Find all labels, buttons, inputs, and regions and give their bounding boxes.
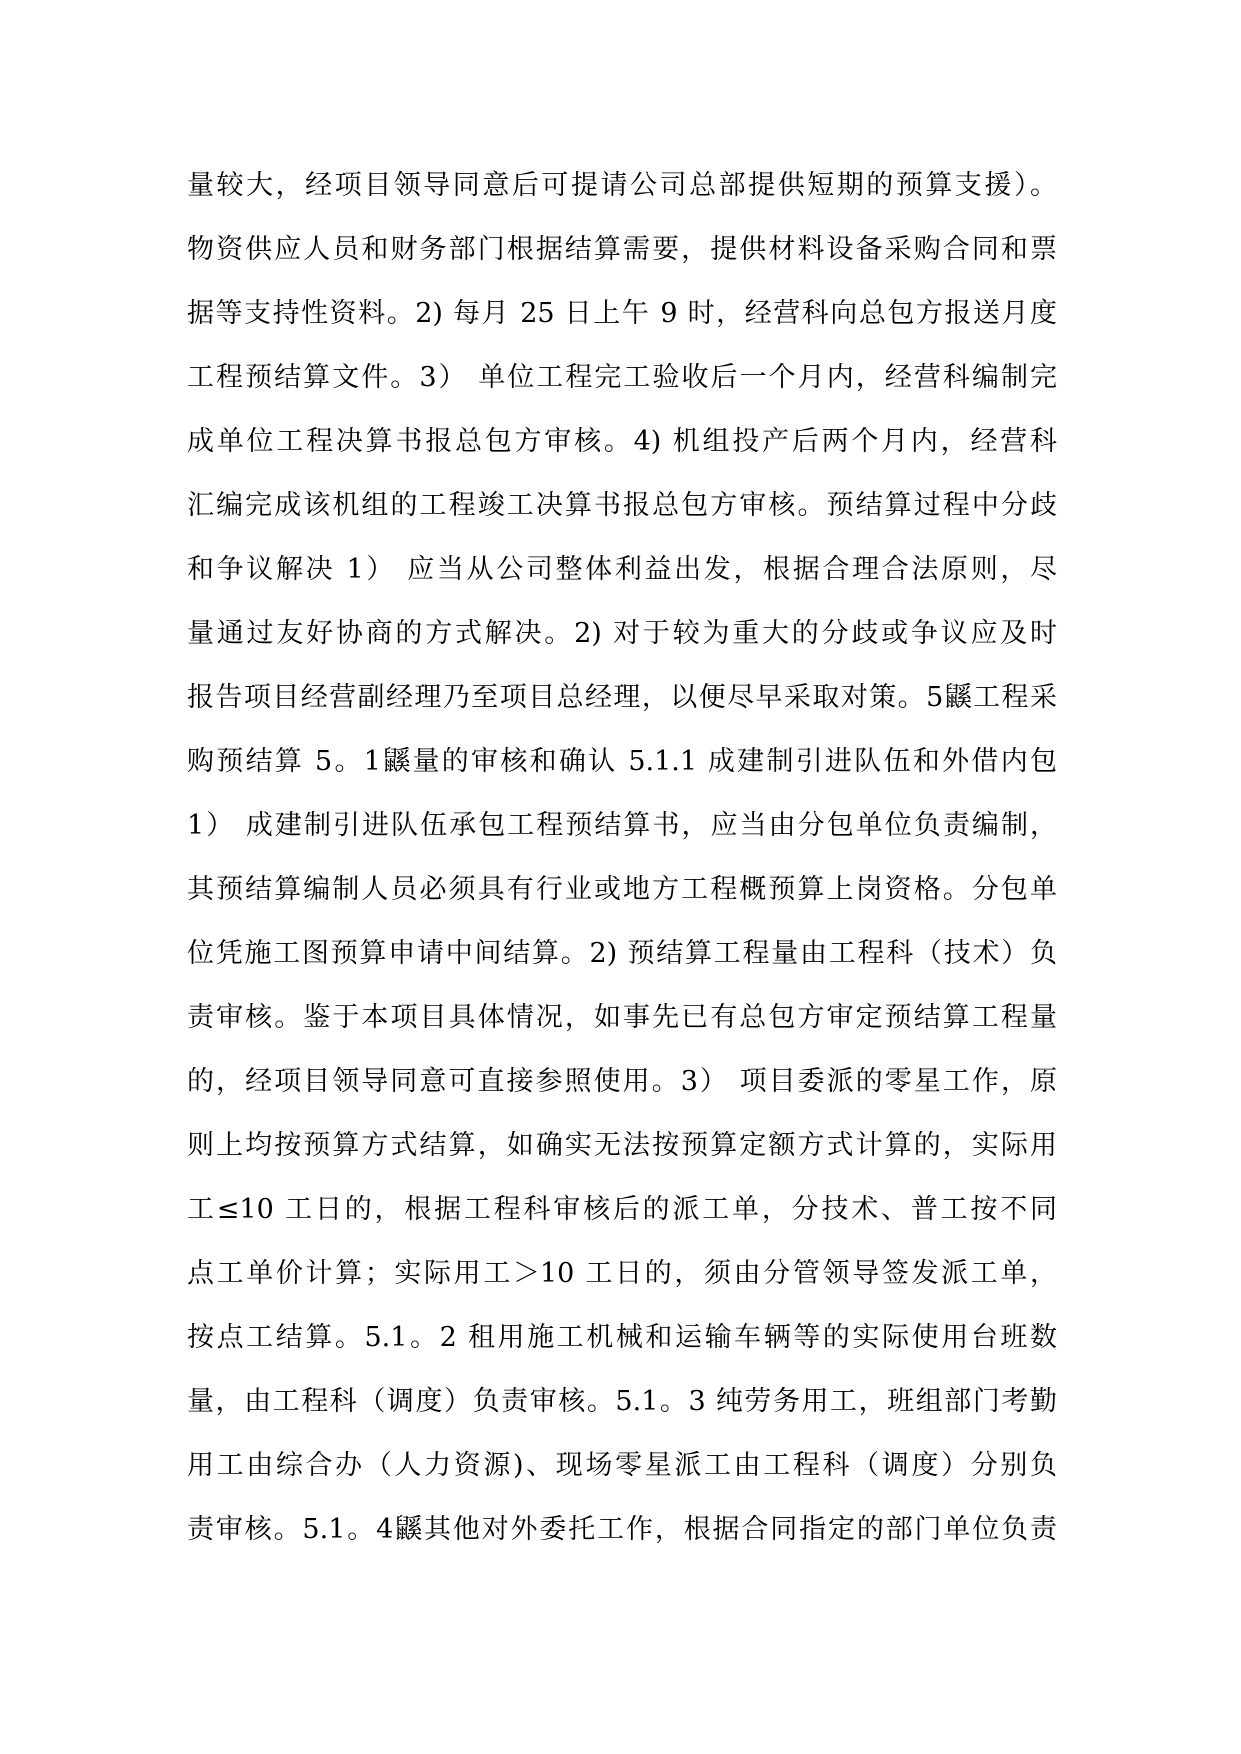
text-line: 工≤10 工日的，根据工程科审核后的派工单，分技术、普工按不同 (187, 1194, 1057, 1225)
text-line: 责审核。5.1。4鼷其他对外委托工作，根据合同指定的部门单位负责 (187, 1514, 1057, 1545)
text-line: 的，经项目领导同意可直接参照使用。3） 项目委派的零星工作，原 (187, 1066, 1057, 1097)
text-line: 位凭施工图预算申请中间结算。2) 预结算工程量由工程科（技术）负 (187, 938, 1057, 969)
text-line: 其预结算编制人员必须具有行业或地方工程概预算上岗资格。分包单 (187, 874, 1057, 905)
text-line: 和争议解决 1） 应当从公司整体利益出发，根据合理合法原则，尽 (187, 554, 1057, 585)
body-text (187, 154, 1057, 1562)
text-line: 汇编完成该机组的工程竣工决算书报总包方审核。预结算过程中分歧 (187, 490, 1057, 521)
text-line: 用工由综合办（人力资源)、现场零星派工由工程科（调度）分别负 (187, 1450, 1057, 1481)
text-line: 1） 成建制引进队伍承包工程预结算书，应当由分包单位负责编制， (187, 810, 1057, 841)
text-line: 工程预结算文件。3） 单位工程完工验收后一个月内，经营科编制完 (187, 362, 1057, 393)
text-line: 则上均按预算方式结算，如确实无法按预算定额方式计算的，实际用 (187, 1130, 1057, 1161)
text-line: 量较大，经项目领导同意后可提请公司总部提供短期的预算支援）。 (187, 170, 1057, 201)
text-line: 物资供应人员和财务部门根据结算需要，提供材料设备采购合同和票 (187, 234, 1057, 265)
text-line: 量通过友好协商的方式解决。2) 对于较为重大的分歧或争议应及时 (187, 618, 1057, 649)
text-line: 责审核。鉴于本项目具体情况，如事先已有总包方审定预结算工程量 (187, 1002, 1057, 1033)
text-line: 报告项目经营副经理乃至项目总经理，以便尽早采取对策。5鼷工程采 (187, 682, 1057, 713)
text-line: 据等支持性资料。2) 每月 25 日上午 9 时，经营科向总包方报送月度 (187, 298, 1057, 329)
text-line: 购预结算 5。1鼷量的审核和确认 5.1.1 成建制引进队伍和外借内包 (187, 746, 1057, 777)
text-line: 按点工结算。5.1。2 租用施工机械和运输车辆等的实际使用台班数 (187, 1322, 1057, 1353)
text-line: 量，由工程科（调度）负责审核。5.1。3 纯劳务用工，班组部门考勤 (187, 1386, 1057, 1417)
text-line: 点工单价计算；实际用工＞10 工日的，须由分管领导签发派工单， (187, 1258, 1057, 1289)
text-line: 成单位工程决算书报总包方审核。4) 机组投产后两个月内，经营科 (187, 426, 1057, 457)
